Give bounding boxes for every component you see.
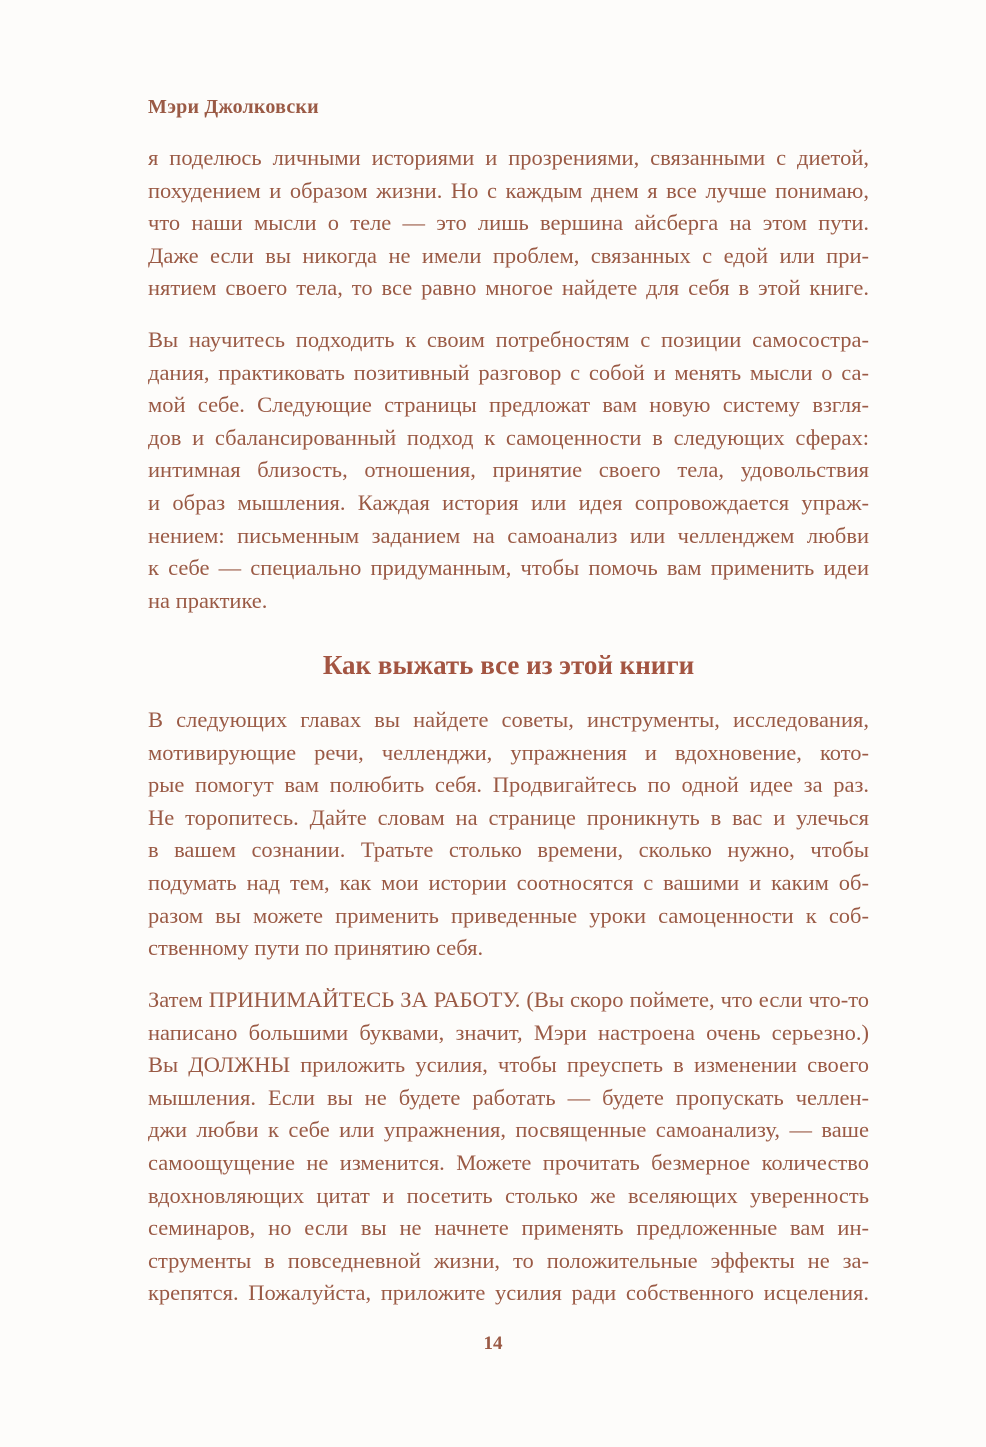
paragraph-line: мотивирующие речи, челленджи, упражнения и вдохновение, кото- bbox=[148, 739, 869, 765]
paragraph-line: в вашем сознании. Тратьте столько времени, сколько нужно, чтобы bbox=[148, 837, 869, 863]
paragraph-line: Не торопитесь. Дайте словам на странице проникнуть в вас и улечься bbox=[148, 804, 869, 830]
paragraph-line: написано большими буквами, значит, Мэри настроена очень серьезно.) bbox=[148, 1019, 869, 1045]
paragraph-4 bbox=[148, 984, 869, 1310]
paragraph-line: я поделюсь личными историями и прозрениями, связанными с диетой, bbox=[148, 145, 869, 170]
paragraph-line: на практике. bbox=[148, 587, 268, 613]
page-number: 14 bbox=[483, 1333, 503, 1354]
paragraph-line: Вы ДОЛЖНЫ приложить усилия, чтобы преуспеть в изменении своего bbox=[148, 1052, 869, 1078]
paragraph-line: интимная близость, отношения, принятие своего тела, удовольствия bbox=[148, 457, 869, 483]
paragraph-line: джи любви к себе или упражнения, посвященные самоанализу, — ваше bbox=[148, 1117, 869, 1143]
paragraph-2 bbox=[148, 324, 869, 617]
paragraph-line: Даже если вы никогда не имели проблем, связанных с едой или при- bbox=[148, 242, 869, 268]
paragraph-line: к себе — специально придуманным, чтобы помочь вам применить идеи bbox=[148, 555, 869, 581]
paragraph-line: подумать над тем, как мои истории соотносятся с вашими и каким об- bbox=[148, 869, 869, 895]
paragraph-line: дов и сбалансированный подход к самоценности в следующих сферах: bbox=[148, 424, 869, 450]
paragraph-line: семинаров, но если вы не начнете применять предложенные вам ин- bbox=[148, 1215, 869, 1241]
paragraph-line: нением: письменным заданием на самоанализ или челленджем любви bbox=[148, 522, 869, 548]
paragraph-line: нятием своего тела, то все равно многое найдете для себя в этой книге. bbox=[148, 275, 869, 301]
paragraph-line: ственному пути по принятию себя. bbox=[148, 935, 484, 961]
paragraph-line: струменты в повседневной жизни, то положительные эффекты не за- bbox=[148, 1247, 869, 1273]
running-head-author: Мэри Джолковски bbox=[148, 96, 319, 118]
paragraph-line: крепятся. Пожалуйста, приложите усилия ради собственного исцеления. bbox=[148, 1280, 869, 1306]
paragraph-line: Вы научитесь подходить к своим потребностям с позиции самосостра- bbox=[148, 327, 869, 352]
paragraph-line: дания, практиковать позитивный разговор с собой и менять мысли о са- bbox=[148, 359, 869, 385]
paragraph-line: рые помогут вам полюбить себя. Продвигайтесь по одной идее за раз. bbox=[148, 772, 869, 798]
paragraph-3 bbox=[148, 704, 869, 965]
paragraph-line: похудением и образом жизни. Но с каждым днем я все лучше понимаю, bbox=[148, 177, 869, 203]
section-heading: Как выжать все из этой книги bbox=[322, 650, 695, 680]
paragraph-line: Затем ПРИНИМАЙТЕСЬ ЗА РАБОТУ. (Вы скоро поймете, что если что-то bbox=[148, 987, 869, 1012]
paragraph-line: В следующих главах вы найдете советы, инструменты, исследования, bbox=[148, 707, 869, 732]
paragraph-line: мышления. Если вы не будете работать — будете пропускать челлен- bbox=[148, 1084, 869, 1110]
paragraph-line: что наши мысли о теле — это лишь вершина айсберга на этом пути. bbox=[148, 210, 869, 236]
paragraph-line: и образ мышления. Каждая история или идея сопровождается упраж- bbox=[148, 489, 869, 515]
paragraph-1 bbox=[148, 142, 869, 305]
paragraph-line: вдохновляющих цитат и посетить столько же вселяющих уверенность bbox=[148, 1182, 869, 1208]
paragraph-line: самоощущение не изменится. Можете прочитать безмерное количество bbox=[148, 1149, 869, 1175]
paragraph-line: мой себе. Следующие страницы предложат вам новую систему взгля- bbox=[148, 392, 869, 418]
paragraph-line: разом вы можете применить приведенные уроки самоценности к соб- bbox=[148, 902, 869, 928]
